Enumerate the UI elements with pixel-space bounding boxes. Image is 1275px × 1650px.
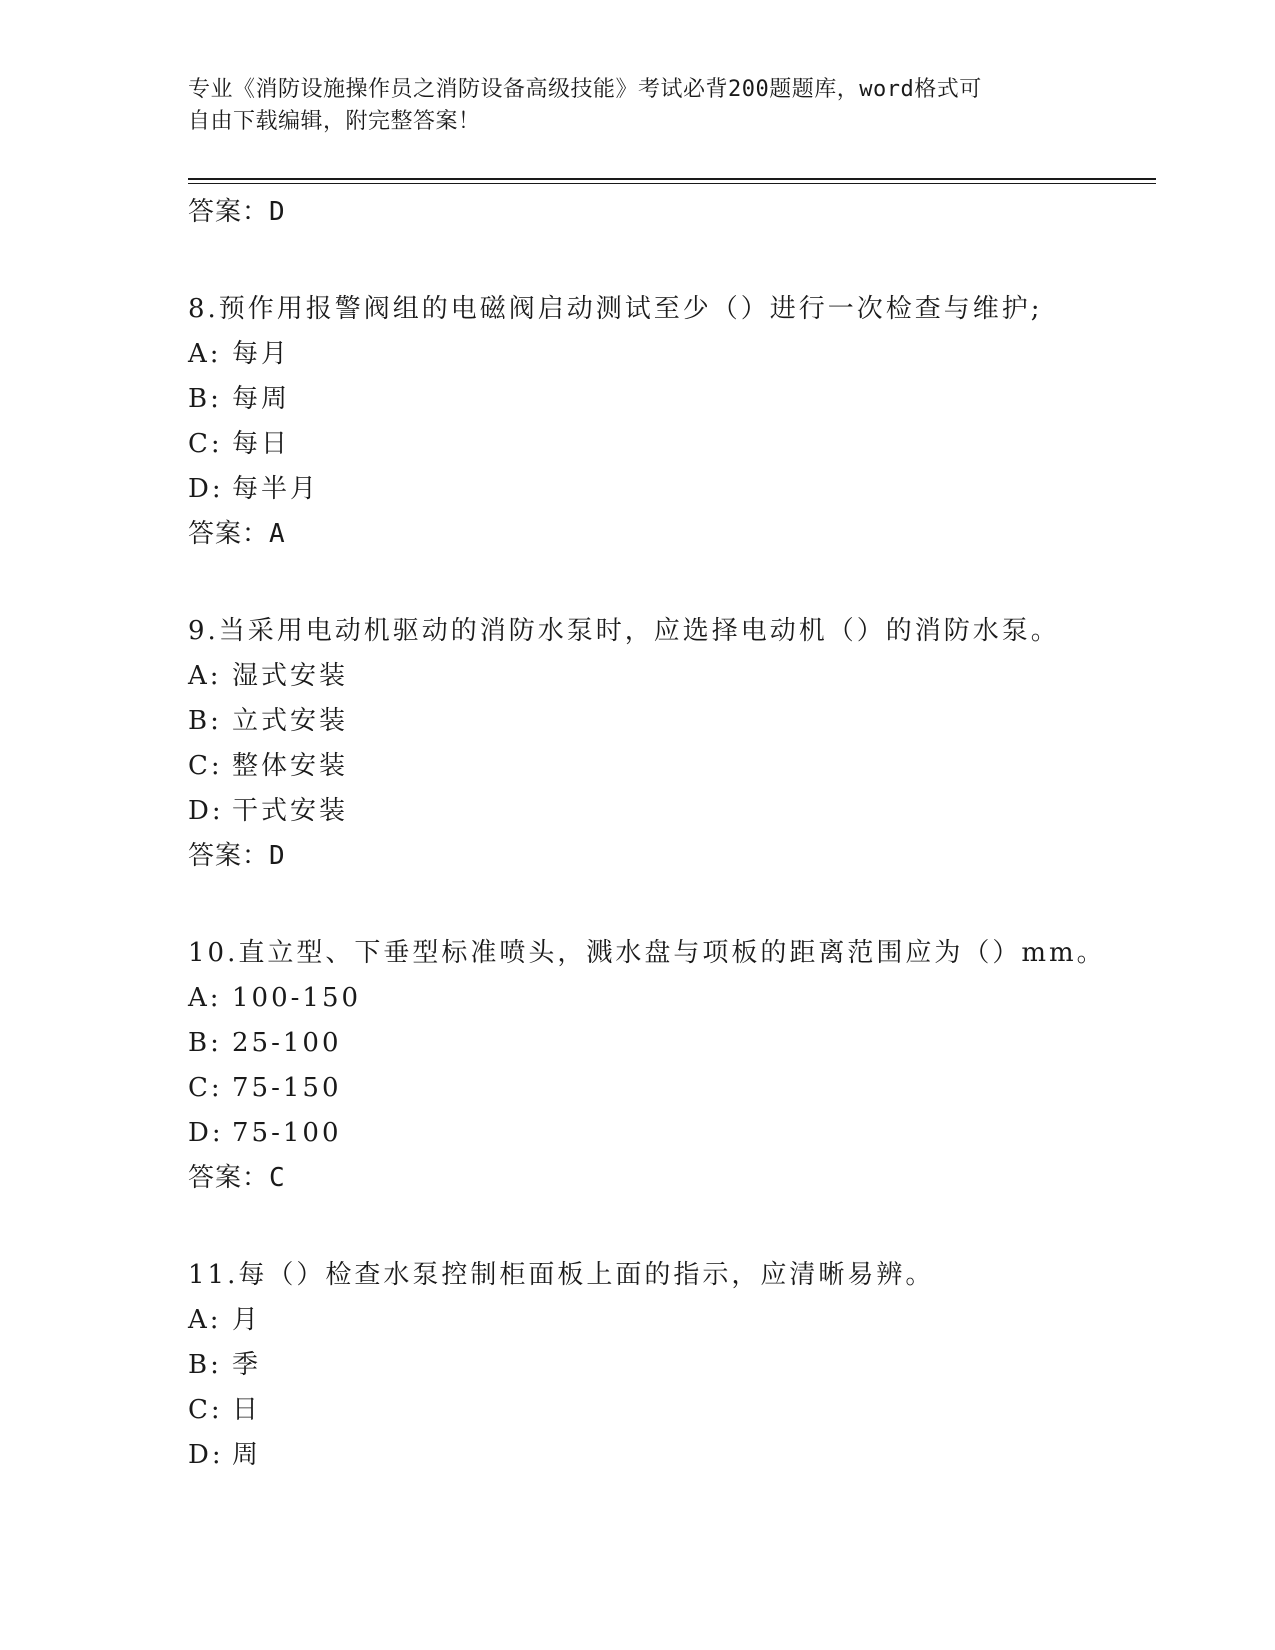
option-key: A: [188,661,222,691]
option-key: C: [188,1395,223,1425]
question-stem: 8.预作用报警阀组的电磁阀启动测试至少（）进行一次检查与维护; [188,294,1043,324]
option-key: B: [188,384,222,414]
option-key: D: [188,474,224,504]
question-spacer [188,1201,1156,1253]
option-key: D: [188,796,224,826]
question-option [188,1343,1156,1388]
answer-line [188,1156,1156,1201]
question-spacer [188,557,1156,609]
question-option [188,789,1156,834]
option-key: A: [188,339,222,369]
option-key: C: [188,1073,223,1103]
option-text: 周 [232,1440,262,1470]
header-line-2: 自由下载编辑，附完整答案！ [188,109,481,134]
option-key: B: [188,1028,222,1058]
answer-value: A [269,519,286,549]
question-option [188,1433,1156,1478]
option-text: 整体安装 [232,751,349,781]
question-content [188,190,1156,1478]
question-stem: 11.每（）检查水泵控制柜面板上面的指示，应清晰易辨。 [188,1260,935,1290]
answer-value: D [269,197,286,227]
option-key: B: [188,706,222,736]
option-text: 每日 [232,429,291,459]
option-text: 100-150 [232,983,362,1013]
document-header [188,74,1088,138]
question-option [188,1298,1156,1343]
answer-value: D [269,841,286,871]
answer-value: C [269,1163,286,1193]
question-option [188,422,1156,467]
question-block [188,287,1156,557]
option-key: C: [188,751,223,781]
answer-line [188,512,1156,557]
question-spacer [188,235,1156,287]
question-option [188,1388,1156,1433]
question-option [188,1021,1156,1066]
option-text: 75-150 [232,1073,342,1103]
question-option [188,744,1156,789]
option-text: 立式安装 [232,706,349,736]
answer-label: 答案： [188,197,270,227]
question-option [188,1111,1156,1156]
option-text: 75-100 [232,1118,342,1148]
question-option [188,976,1156,1021]
option-key: B: [188,1350,222,1380]
answer-label: 答案： [188,841,270,871]
question-option [188,467,1156,512]
option-key: C: [188,429,223,459]
option-text: 湿式安装 [232,661,349,691]
question-block [188,931,1156,1201]
question-option [188,699,1156,744]
question-list [188,235,1156,1478]
header-divider-thin [188,183,1156,184]
option-text: 月 [232,1305,262,1335]
option-text: 每半月 [232,474,320,504]
question-option [188,332,1156,377]
question-block [188,609,1156,879]
question-block [188,1253,1156,1478]
question-stem: 9.当采用电动机驱动的消防水泵时，应选择电动机（）的消防水泵。 [188,616,1060,646]
option-key: A: [188,1305,222,1335]
header-line-1: 专业《消防设施操作员之消防设备高级技能》考试必背200题题库，word格式可 [188,77,982,102]
option-text: 日 [232,1395,262,1425]
option-text: 25-100 [232,1028,342,1058]
option-text: 季 [232,1350,262,1380]
header-divider-thick [188,178,1156,180]
question-option [188,654,1156,699]
question-spacer [188,879,1156,931]
answer-label: 答案： [188,519,270,549]
option-text: 每周 [232,384,291,414]
answer-label: 答案： [188,1163,270,1193]
option-text: 干式安装 [232,796,349,826]
option-key: A: [188,983,222,1013]
option-key: D: [188,1118,224,1148]
answer-line [188,834,1156,879]
answer-line [188,190,1156,235]
question-stem: 10.直立型、下垂型标准喷头，溅水盘与项板的距离范围应为（）mm。 [188,938,1106,968]
option-key: D: [188,1440,224,1470]
question-option [188,377,1156,422]
option-text: 每月 [232,339,291,369]
question-option [188,1066,1156,1111]
